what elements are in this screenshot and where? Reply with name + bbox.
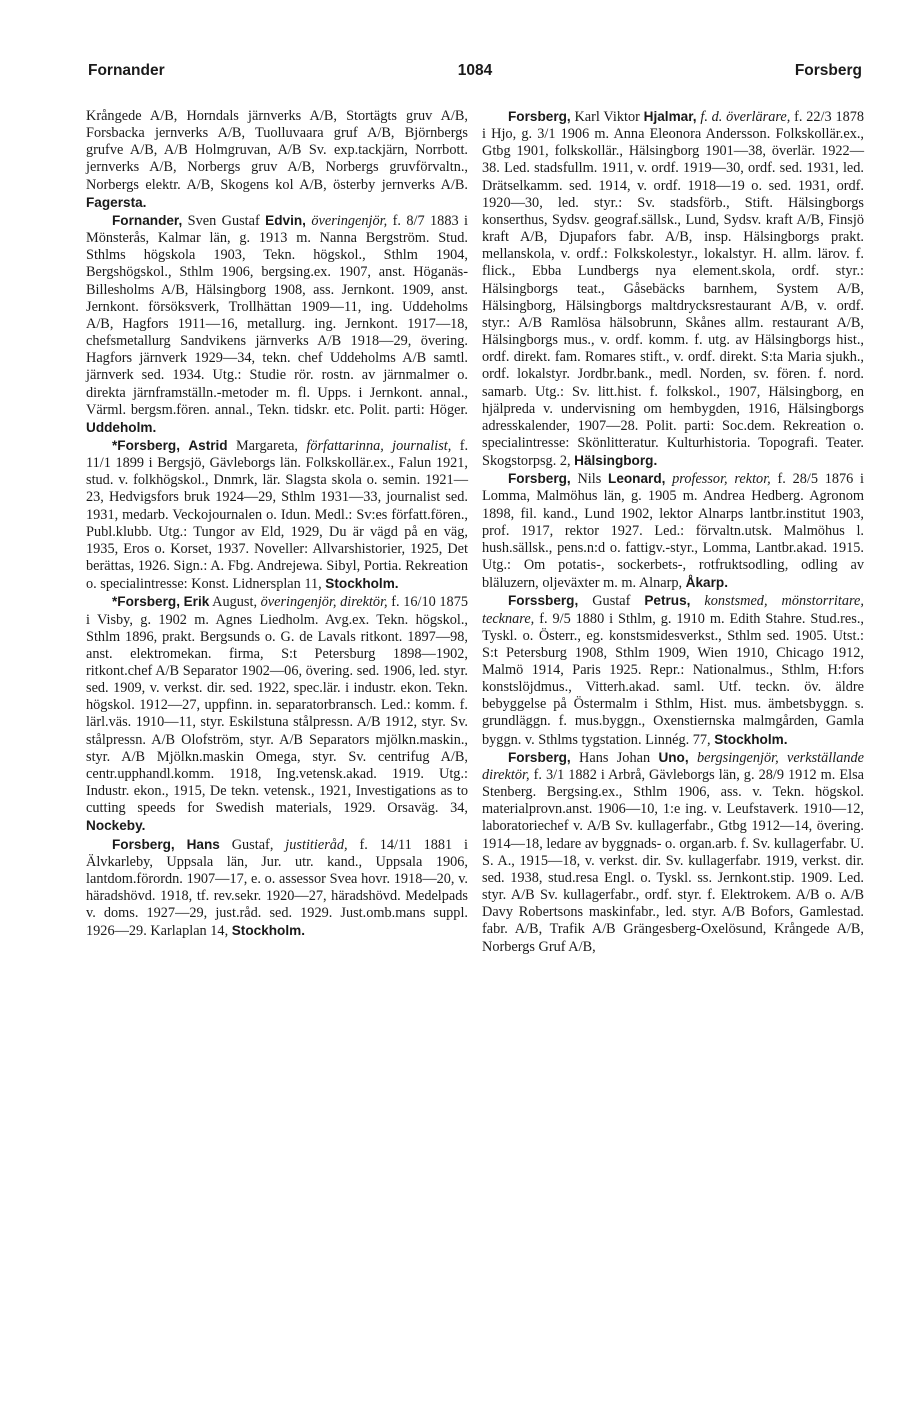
entry-forsberg-uno: Forsberg, Hans Johan Uno, bergsingenjör, verkställande direktör, f. 3/1 1882 i Arbrå, Gävleborgs län, g. 28/9 1912 m. Elsa Stenberg. Bergsing.ex., Sthlm 1906, ass. v. Tekn. högskol. materialprovn.anst. 1906—10, 1:e ing. v. Leufstaverk. 1910—12, laboratoriechef v. A/B Sv. kullagerfabr., Gtbg 1912—14, övering. 1914—18, ledare av byggnads- o. organ.arb. f. Sv. kullagerfabr. U. S. A., 1915—18, v. verkst. dir. Sv. kullagerfabr. 1919, verkst. dir. sed. 1938, stud.resa Engl. o. Tyskl. ss. Jernkont.stip. 1909. Led. styr. A/B Sv. kullagerfabr., ordf. styr. f. Elektrokem. A/B o. A/B Davy Robertsons maskinfabr., led. styr. A/B Bofors, Gamlestad. fabr. A/B, Trafik A/B Grängesberg-Oxelösund, Krångede A/B, Norbergs Gruf A/B,	[482, 749, 864, 955]
entry-forsberg-hjalmar: Forsberg, Karl Viktor Hjalmar, f. d. överlärare, f. 22/3 1878 i Hjo, g. 3/1 1906 m. Anna Eleonora Andersson. Folkskollär.ex., Gtbg 1901, folkskollär., Hälsingborg 1901—38, överlär. 1922—38. Led. stadsfullm. 1911, v. ordf. 1919—30, ordf. sed. 1931, led. Drätselkamm. sed. 1914, v. ordf. 1918—19 o. sed. 1931, ordf. 1920—30, led. styr.: Sv. stadsförb., Stift. Hälsingborgs konserthus, Sydsv. geograf.sällsk., Lund, Sydsv. kraft A/B, Finsjö kraft A/B, Djupafors fabr. A/B, insp. Hälsingborgs prakt. mellanskola, v. ordf.: Folkskolestyr., lokalstyr. H. allm. lärov. f. flick., Ebba Lundbergs nya element.skola, ordf. styr.: Hälsingborgs teat., Gåsebäcks barnhem, System A/B, Hälsingborg, Hälsingborgs maltdrycksrestaurant A/B, v. ordf. styr.: A/B Ramlösa hälsobrunn, Skånes allm. restaurant A/B, Hälsingborgs mus., v. ordf. komm. f. utg. av Hälsingborgs hist., ordf. direkt. fam. Romares stift., v. ordf. direkt. S:ta Maria sjukh., ordf. lokalstyr. Jordbr.bank., medl. Norden, sv. fören. f. nord. samarb. Utg.: Sv. litt.hist. f. folkskol., 1907, Hälsingborg, en hjälpreda v. undervisning om hembygden, 1916, Hälsingborgs adresskalender, 1907—28. Polit. parti: Soc.dem. Rekreation o. specialintresse: Skönlitteratur. Kulturhistoria. Topografi. Teater. Skogstorpsg. 2, Hälsingborg.	[482, 109, 865, 470]
running-head-right: Forsberg	[794, 62, 862, 79]
running-head-left: Fornander	[88, 62, 165, 79]
page-number: 1084	[457, 62, 493, 79]
entry-forsberg-erik: *Forsberg, Erik August, överingenjör, direktör, f. 16/10 1875 i Visby, g. 1902 m. Agnes Liedholm. Avg.ex. Tekn. högskol., Sthlm 1896, prakt. Bergsunds o. G. de Lavals ritkont. 1897—98, anst. elektromekan. firma, S:t Petersburg 1898—1902, ritkont.chef A/B Separator 1902—06, övering. sed. 1906, led. styr. sed. 1909, v. verkst. dir. sed. 1922, spec.lär. i industr. ekon. Tekn. högskol. 1912—27, uppfinn. in. separatorbransch. Led.: komm. f. lärl.väs. 1910—11, styr. Eskilstuna stålpressn. A/B 1912, styr. Sv. stålpressn. A/B Olofström, styr. A/B Separators mjölkn.maskin., styr. A/B Mjölkn.maskin Omega, styr. Sv. centrifug A/B, centr.upphandl.komm. 1918, Ing.vetensk.akad. 1919. Utg.: Industr. ekon., 1915, De tekn. vetensk., 1921, Investigations as to cutting speeds for Swedish materials, 1929. Orsaväg. 34, Nockeby.	[86, 594, 468, 834]
entry-forsberg-leonard: Forsberg, Nils Leonard, professor, rektor, f. 28/5 1876 i Lomma, Malmöhus län, g. 1905 m. Andrea Hedberg. Agronom 1898, fil. kand., Lund 1902, lektor Alnarps lantbr.institut 1903, prof. 1917, rektor 1927. Led.: förvaltn.utsk. Malmöhus l. hush.sällsk., pens.n:d o. fattigv.-styr., Lomma, Lantbr.akad. 1915. Utg.: Om potatis-, sockerbets-, rotfruktsodling, odling av bläluzern, oljeväxter m. m. Alnarp, Åkarp.	[482, 471, 865, 592]
entry-forsberg-hans: Forsberg, Hans Gustaf, justitieråd, f. 14/11 1881 i Älvkarleby, Uppsala län, Jur. utr. kand., Uppsala 1906, lantdom.förordn. 1907—17, e. o. assessor Svea hovr. 1918—20, v. häradshövd. 1918, tf. rev.sekr. 1920—27, häradshövd. Medelpads v. doms. 1927—29, just.råd. sed. 1929. Just.omb.mans suppl. 1926—29. Karlaplan 14, Stockholm.	[86, 836, 469, 940]
left-column	[86, 108, 468, 941]
right-column	[482, 108, 864, 956]
entry-continuation: Krångede A/B, Horndals järnverks A/B, Stortägts gruv A/B, Forsbacka jernverks A/B, Tuolluvaara gruf A/B, Björnbergs grufve A/B, A/B Holmgruvan, A/B Sv. exp.tackjärn, Norrbott. jernverks A/B, Norbergs gruv A/B, Norbergs gruvförvaltn., Norbergs elektr. A/B, Skogens kol A/B, österby jernverks A/B. Fagersta.	[86, 108, 468, 210]
entry-forsberg-astrid: *Forsberg, Astrid Margareta, författarinna, journalist, f. 11/1 1899 i Bergsjö, Gävleborgs län. Folkskollär.ex., Falun 1921, stud. v. folkhögskol., Dnmrk, lär. Slagsta skola o. semin. 1921—23, Hedvigsfors bruk 1924—29, Sthlm 1931—33, journalist sed. 1931, medarb. Veckojournalen o. Idun. Medl.: Sv:es författ.fören., Publ.klubb. Utg.: Tungor av Eld, 1929, Du är vägd på en väg, 1935, Eros o. Korset, 1937. Noveller: Allvarshistorier, 1925, Det berättas, 1926. Sign.: A. Fbg. Andrejewa. Sibyl, Portia. Rekreation o. specialintresse: Konst. Lidnersplan 11, Stockholm.	[86, 437, 469, 593]
page-header	[88, 62, 862, 88]
entry-forssberg-petrus: Forssberg, Gustaf Petrus, konstsmed, mönstorritare, tecknare, f. 9/5 1880 i Sthlm, g. 1910 m. Edith Stahre. Stud.res., Tyskl. o. Österr., eg. konstsmidesverkst., Sthlm sed. 1905. Utst.: S:t Petersburg 1908, Sthlm 1909, Wien 1910, Chicago 1912, Malmö 1914, Paris 1925. Repr.: Nationalmus., Sthlm, H:fors konstslöjdmus., Vitterh.akad. saml. Utf. teckn. öv. äldre bebyggelse på Östermalm i Sthlm, Hist. mus. ämbetsbyggn. s. grundläggn. f. mus.byggn., Oxenstiernska malmgården, Gamla byggn. v. Sthlms tygstation. Linnég. 77, Stockholm.	[482, 593, 864, 748]
entry-fornander-edvin: Fornander, Sven Gustaf Edvin, överingenjör, f. 8/7 1883 i Mönsterås, Kalmar län, g. 1913 m. Nanna Bergström. Stud. Sthlms högskola 1903, Tekn. högskol., Sthlm 1904, Bergshögskol., Sthlm 1906, bergsing.ex. 1907, anst. Höganäs-Billesholms A/B, Hälsingborg 1908, ass. Jernkont. 1909, anst. Jernkont. försöksverk, Trollhättan 1909—11, ing. Uddeholms A/B, Hagfors 1911—16, metallurg. ing. Jernkont. 1917—18, chefsmetallurg Sandvikens järnverks A/B 1918—29, övering. Hagfors järnverk 1929—34, tekn. chef Uddeholms A/B samtl. järnverk sed. 1934. Utg.: Studie rör. rostn. av järnmalmer o. direkta järnframställn.-metoder m. fl. Upps. i Jernkont. annal., Värml. bergsm.fören. annal., Tekn. tidskr. etc. Polit. parti: Höger. Uddeholm.	[86, 212, 468, 435]
